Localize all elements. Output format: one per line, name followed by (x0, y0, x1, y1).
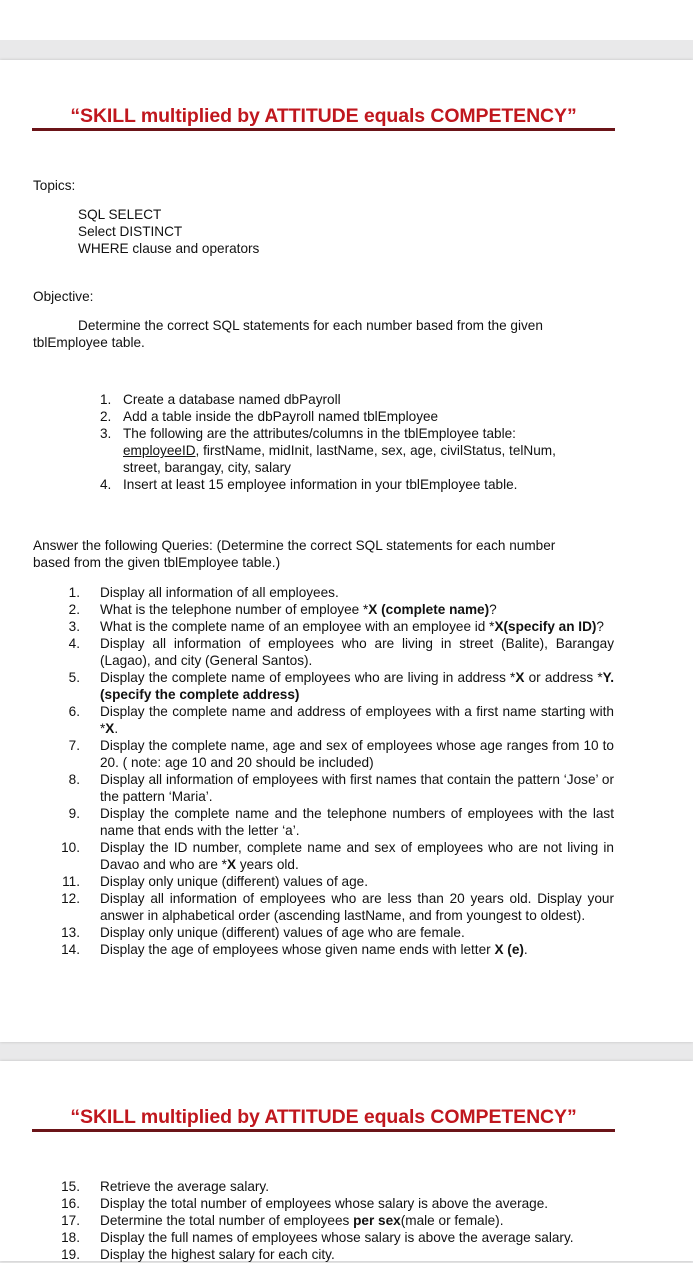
query-number: 16. (61, 1196, 80, 1211)
query-number: 10. (61, 840, 80, 855)
objective-text: tblEmployee table. (33, 335, 145, 350)
task-text: Insert at least 15 employee information in your tblEmployee table. (123, 477, 518, 492)
query-text: Determine the total number of employees (100, 1213, 354, 1228)
query-number: 19. (61, 1247, 80, 1262)
query-emphasis: X(specify an ID) (494, 619, 597, 634)
query-number: 14. (61, 942, 80, 957)
query-text: Display the complete name of employees who are living in address * (100, 670, 516, 685)
query-item (50, 669, 614, 703)
query-text: Display the complete name, age and sex of employees whose age ranges from 10 to 20. ( note: age 10 and 20 should be included) (100, 738, 614, 770)
query-number: 17. (61, 1213, 80, 1228)
task-number: 1. (100, 392, 112, 407)
query-item (50, 1212, 614, 1229)
query-number: 18. (61, 1230, 80, 1245)
query-text: years old. (236, 857, 299, 872)
query-text: What is the telephone number of employee * (100, 602, 369, 617)
query-number: 8. (68, 772, 80, 787)
task-item (98, 425, 598, 476)
query-text: (male or female). (400, 1213, 504, 1228)
attribute-key: employeeID (123, 443, 196, 458)
query-item (50, 805, 614, 839)
banner-rule (32, 1129, 615, 1132)
query-text: ? (596, 619, 604, 634)
query-emphasis: Y. (specify the complete address) (100, 670, 615, 702)
query-text: Display the full names of employees whose salary is above the average salary. (100, 1230, 574, 1245)
query-item (50, 924, 614, 941)
attribute-list: , firstName, midInit, lastName, sex, age, civilStatus, telNum, (195, 443, 556, 458)
task-text: Add a table inside the dbPayroll named tblEmployee (123, 409, 439, 424)
query-emphasis: X (e) (494, 942, 524, 957)
query-text: Display all information of employees who are less than 20 years old. Display your answer in alphabetical order (ascending lastName, and from youngest to oldest). (100, 891, 614, 923)
query-emphasis: per sex (353, 1213, 401, 1228)
banner-title: “SKILL multiplied by ATTITUDE equals COMPETENCY” (70, 1106, 577, 1128)
query-item (50, 1246, 614, 1263)
query-number: 6. (68, 704, 80, 719)
query-item (50, 890, 614, 924)
query-list (50, 1178, 614, 1263)
query-item (50, 1195, 614, 1212)
task-text: Create a database named dbPayroll (123, 392, 341, 407)
query-emphasis: X (226, 857, 237, 872)
query-number: 7. (68, 738, 80, 753)
query-item (50, 703, 614, 737)
task-item (98, 476, 598, 493)
query-item (50, 839, 614, 873)
query-text: Display only unique (different) values of age who are female. (100, 925, 465, 940)
objective-label: Objective: (33, 289, 94, 304)
attribute-list: street, barangay, city, salary (123, 460, 291, 475)
objective-text: Determine the correct SQL statements for each number based from the given (78, 318, 543, 333)
query-number: 5. (68, 670, 80, 685)
query-item (50, 601, 614, 618)
query-item (50, 584, 614, 601)
query-text: Display only unique (different) values of age. (100, 874, 369, 889)
query-text: Display the complete name and address of employees with a first name starting with * (100, 704, 614, 736)
query-list (50, 584, 614, 958)
queries-intro: Answer the following Queries: (Determine the correct SQL statements for each number (33, 538, 556, 553)
query-text: or address * (524, 670, 603, 685)
query-number: 9. (68, 806, 80, 821)
topic-item: WHERE clause and operators (78, 241, 260, 256)
query-item (50, 1178, 614, 1195)
query-text: ? (489, 602, 497, 617)
query-text: Display the highest salary for each city. (100, 1247, 335, 1262)
query-text: Display all information of all employees. (100, 585, 339, 600)
query-text: Display the complete name and the telephone numbers of employees with the last name that ends with the letter ‘a’. (100, 806, 614, 838)
query-item (50, 1229, 614, 1246)
task-number: 4. (100, 477, 112, 492)
task-number: 3. (100, 426, 112, 441)
banner-rule (32, 128, 615, 131)
query-text: Display the total number of employees whose salary is above the average. (100, 1196, 549, 1211)
query-number: 2. (68, 602, 80, 617)
query-number: 13. (61, 925, 80, 940)
query-emphasis: X (105, 721, 115, 736)
banner-title: “SKILL multiplied by ATTITUDE equals COMPETENCY” (70, 105, 577, 127)
task-text: The following are the attributes/columns in the tblEmployee table: (123, 426, 516, 441)
query-text: Display the age of employees whose given name ends with letter (100, 942, 495, 957)
query-emphasis: X (complete name) (368, 602, 490, 617)
query-item (50, 737, 614, 771)
task-item (98, 408, 598, 425)
topic-item: Select DISTINCT (78, 224, 183, 239)
query-item (50, 635, 614, 669)
query-number: 15. (61, 1179, 80, 1194)
query-number: 3. (68, 619, 80, 634)
viewer-top-band (0, 0, 693, 40)
topics-label: Topics: (33, 178, 76, 193)
query-text: Display all information of employees with first names that contain the pattern ‘Jose’ or the pattern ‘Maria’. (100, 772, 614, 804)
query-text: Display all information of employees who are living in street (Balite), Barangay (Lagao), and city (General Santos). (100, 636, 614, 668)
query-text: . (114, 721, 119, 736)
queries-intro: based from the given tblEmployee table.) (33, 555, 281, 570)
task-list (98, 391, 598, 493)
query-emphasis: X (515, 670, 525, 685)
document-page-2 (0, 1061, 693, 1261)
query-number: 11. (62, 874, 80, 889)
query-item (50, 771, 614, 805)
query-number: 1. (68, 585, 80, 600)
topic-item: SQL SELECT (78, 207, 162, 222)
query-text: . (523, 942, 528, 957)
query-item (50, 941, 614, 958)
query-text: Retrieve the average salary. (100, 1179, 269, 1194)
query-item (50, 873, 614, 890)
task-number: 2. (100, 409, 112, 424)
query-number: 4. (68, 636, 80, 651)
query-text: Display the ID number, complete name and sex of employees who are not living in Davao and who are * (100, 840, 614, 872)
query-text: What is the complete name of an employee with an employee id * (100, 619, 495, 634)
query-number: 12. (61, 891, 80, 906)
document-page-1 (0, 60, 693, 1042)
query-item (50, 618, 614, 635)
task-item (98, 391, 598, 408)
